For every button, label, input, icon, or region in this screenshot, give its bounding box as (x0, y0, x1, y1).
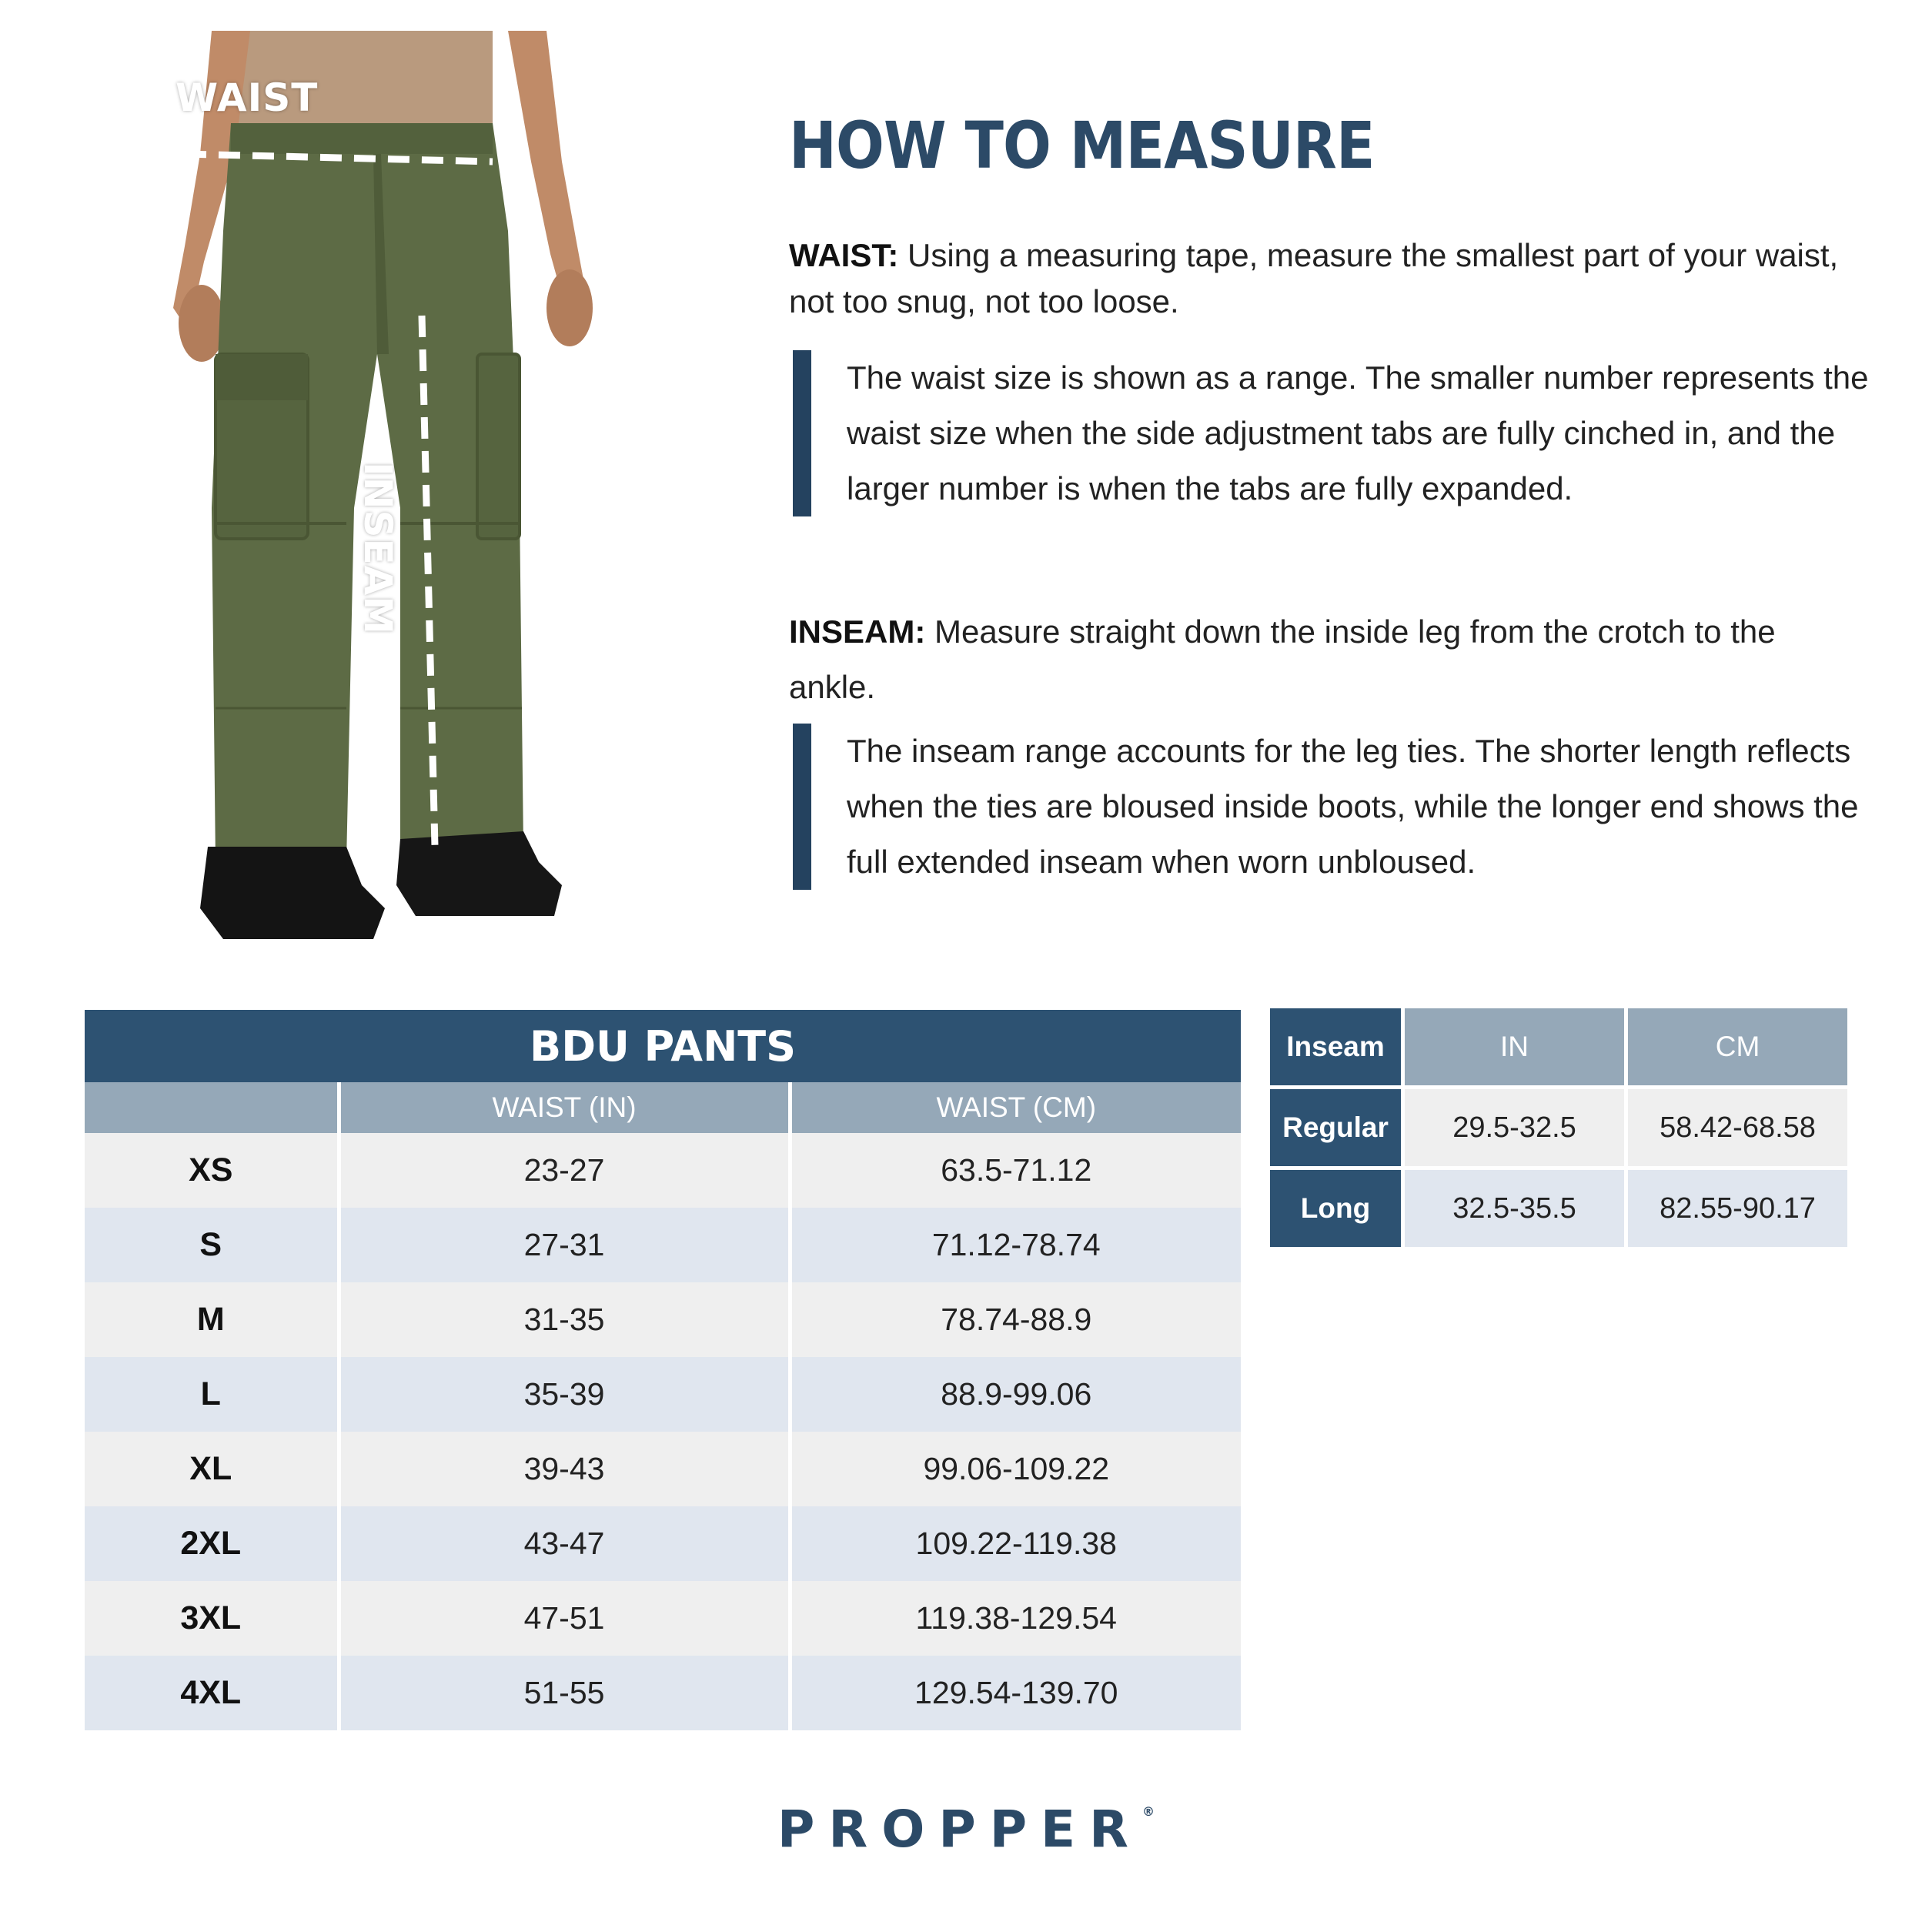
column-header-in: IN (1401, 1008, 1624, 1085)
inseam-cm-cell: 82.55-90.17 (1624, 1166, 1847, 1247)
waist-instruction (789, 232, 1851, 325)
waist-in-cell: 23-27 (339, 1133, 790, 1208)
inseam-size-table (1270, 1008, 1847, 1247)
inseam-type-cell: Regular (1270, 1085, 1401, 1166)
table-row (85, 1432, 1241, 1506)
table-row (1270, 1166, 1847, 1247)
waist-cm-cell: 78.74-88.9 (790, 1282, 1241, 1357)
table-row (85, 1581, 1241, 1656)
inseam-note: The inseam range accounts for the leg ties. The shorter length reflects when the ties are bloused inside boots, while the longer end shows the full extended inseam when worn unbloused. (793, 724, 1901, 890)
waist-in-cell: 43-47 (339, 1506, 790, 1581)
waist-cm-cell: 63.5-71.12 (790, 1133, 1241, 1208)
waist-term: WAIST: (789, 237, 899, 273)
inseam-cm-cell: 58.42-68.58 (1624, 1085, 1847, 1166)
logo-wordmark: PROPPER (777, 1800, 1142, 1859)
size-cell: L (85, 1357, 339, 1432)
size-cell: XL (85, 1432, 339, 1506)
waist-in-cell: 27-31 (339, 1208, 790, 1282)
size-cell: S (85, 1208, 339, 1282)
registered-mark: ® (1141, 1804, 1155, 1819)
size-cell: M (85, 1282, 339, 1357)
waist-text: Using a measuring tape, measure the smallest part of your waist, not too snug, not too loose. (789, 237, 1839, 319)
table-title: BDU PANTS (85, 1010, 1241, 1082)
inseam-diagram-label: INSEAM (356, 462, 400, 636)
inseam-type-cell: Long (1270, 1166, 1401, 1247)
table-row (85, 1357, 1241, 1432)
table-row (85, 1208, 1241, 1282)
inseam-instruction (789, 604, 1851, 715)
inseam-corner-header: Inseam (1270, 1008, 1401, 1085)
column-header-waist-in: WAIST (IN) (339, 1082, 790, 1133)
propper-logo (0, 1800, 1932, 1859)
waist-in-cell: 47-51 (339, 1581, 790, 1656)
column-header-cm: CM (1624, 1008, 1847, 1085)
waist-in-cell: 35-39 (339, 1357, 790, 1432)
waist-in-cell: 39-43 (339, 1432, 790, 1506)
bdu-size-table (85, 1010, 1241, 1730)
waist-in-cell: 31-35 (339, 1282, 790, 1357)
inseam-in-cell: 29.5-32.5 (1401, 1085, 1624, 1166)
table-row (85, 1506, 1241, 1581)
column-header-size (85, 1082, 339, 1133)
column-header-waist-cm: WAIST (CM) (790, 1082, 1241, 1133)
waist-cm-cell: 119.38-129.54 (790, 1581, 1241, 1656)
waist-cm-cell: 88.9-99.06 (790, 1357, 1241, 1432)
waist-cm-cell: 129.54-139.70 (790, 1656, 1241, 1730)
page-title: HOW TO MEASURE (789, 108, 1375, 183)
table-row (1270, 1085, 1847, 1166)
waist-cm-cell: 99.06-109.22 (790, 1432, 1241, 1506)
inseam-in-cell: 32.5-35.5 (1401, 1166, 1624, 1247)
waist-in-cell: 51-55 (339, 1656, 790, 1730)
size-cell: 2XL (85, 1506, 339, 1581)
table-row (85, 1656, 1241, 1730)
waist-cm-cell: 109.22-119.38 (790, 1506, 1241, 1581)
waist-note: The waist size is shown as a range. The smaller number represents the waist size when the side adjustment tabs are fully cinched in, and the larger number is when the tabs are fully expanded. (793, 350, 1901, 516)
size-cell: 4XL (85, 1656, 339, 1730)
inseam-term: INSEAM: (789, 613, 926, 650)
waist-diagram-label: WAIST (175, 75, 319, 120)
inseam-text: Measure straight down the inside leg from the crotch to the ankle. (789, 613, 1776, 705)
size-cell: 3XL (85, 1581, 339, 1656)
size-cell: XS (85, 1133, 339, 1208)
waist-cm-cell: 71.12-78.74 (790, 1208, 1241, 1282)
table-row (85, 1133, 1241, 1208)
table-row (85, 1282, 1241, 1357)
